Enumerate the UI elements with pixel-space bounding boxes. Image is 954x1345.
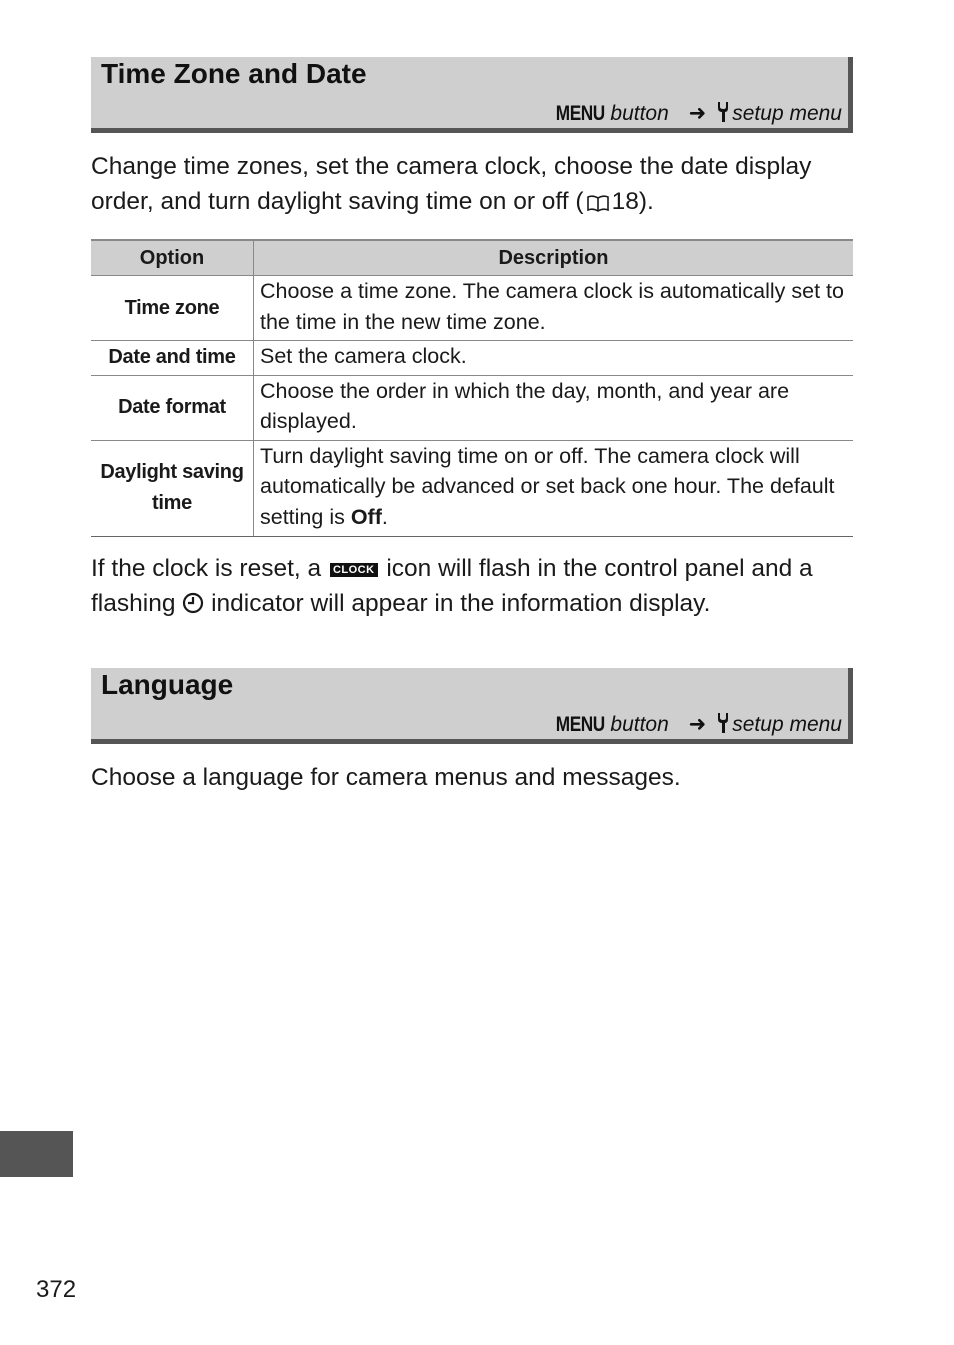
default-value: Off: [350, 504, 382, 529]
menu-path-destination: setup menu: [732, 102, 842, 125]
menu-button-label: MENU: [555, 102, 605, 125]
menu-path-destination: setup menu: [732, 713, 842, 736]
book-reference-icon: [586, 194, 610, 212]
clock-reset-note: If the clock is reset, a CLOCK icon will flash in the control panel and a flashing indicator will appear in the information display.: [91, 555, 813, 617]
section-header-language: [91, 668, 853, 744]
wrench-icon: [716, 712, 730, 734]
section-title: Language: [101, 669, 234, 700]
clock-icon: CLOCK: [330, 563, 378, 577]
table-row: [91, 341, 853, 376]
wrench-icon: [716, 101, 730, 123]
option-name: Time zone: [91, 276, 254, 341]
menu-path-button-word: button: [610, 713, 669, 736]
column-header-description: Description: [254, 240, 854, 276]
section-title: Time Zone and Date: [101, 58, 367, 89]
intro-paragraph: Change time zones, set the camera clock, choose the date display order, and turn daylight saving time on or off ( 18).: [91, 153, 812, 215]
column-header-option: Option: [91, 240, 254, 276]
option-description: Choose the order in which the day, month, and year are displayed.: [254, 375, 854, 440]
option-name: Date format: [91, 375, 254, 440]
language-paragraph: Choose a language for camera menus and messages.: [91, 764, 681, 791]
table-row: [91, 375, 853, 440]
option-description: Turn daylight saving time on or off. The camera clock will automatically be advanced or set back one hour. The default setting is Off.: [254, 440, 854, 536]
option-description: Choose a time zone. The camera clock is automatically set to the time in the new time zone.: [254, 276, 854, 341]
menu-path-button-word: button: [610, 102, 669, 125]
page-number: 372: [36, 1276, 77, 1303]
options-table: [91, 239, 853, 537]
section-header-time-zone: [91, 57, 853, 133]
arrow-right-icon: ➜: [688, 102, 707, 125]
option-name: Daylight saving time: [91, 440, 254, 536]
menu-path: [545, 712, 842, 737]
page-reference[interactable]: 18: [611, 188, 639, 215]
clock-indicator-icon: [182, 592, 204, 614]
menu-path: [545, 101, 842, 126]
menu-button-label: MENU: [555, 713, 605, 736]
chapter-tab-marker: [0, 1131, 73, 1177]
table-row: [91, 276, 853, 341]
arrow-right-icon: ➜: [688, 713, 707, 736]
table-row: [91, 440, 853, 536]
option-description: Set the camera clock.: [254, 341, 854, 376]
option-name: Date and time: [91, 341, 254, 376]
